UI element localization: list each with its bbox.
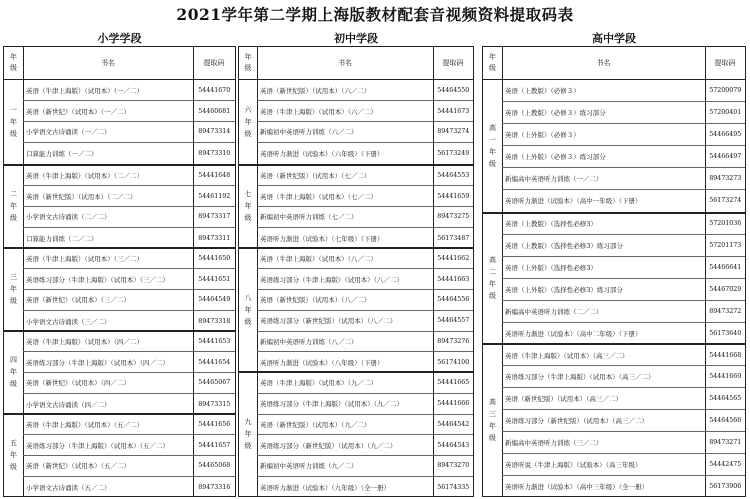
grade-group bbox=[239, 247, 473, 372]
extract-code: 56173487 bbox=[437, 234, 470, 242]
table-row bbox=[257, 435, 473, 456]
book-title: 英语（上教版）（必修３）练习部分 bbox=[505, 109, 606, 118]
grade-label bbox=[239, 249, 257, 372]
table-row bbox=[502, 345, 745, 367]
table-row bbox=[23, 269, 235, 290]
extract-code: 54441670 bbox=[198, 86, 231, 94]
extract-code: 54442475 bbox=[709, 460, 742, 468]
grade-char: 七 bbox=[244, 190, 252, 198]
table-row bbox=[257, 332, 473, 353]
extract-code: 54466495 bbox=[709, 131, 742, 139]
book-title: 新编初中英语听力训练（六／二） bbox=[260, 128, 358, 137]
table-row bbox=[23, 332, 235, 353]
grade-label bbox=[483, 345, 502, 496]
book-title: 英语（上教版）（选择性必修3） bbox=[505, 220, 597, 229]
grade-char: 三 bbox=[10, 273, 17, 281]
header-code: 提取码 bbox=[714, 59, 736, 67]
book-title: 英语（牛津上海版）（试用本）（五／二） bbox=[26, 420, 143, 429]
extract-code: 54441668 bbox=[709, 351, 742, 359]
table-row bbox=[23, 435, 235, 456]
table-row bbox=[502, 301, 745, 323]
book-title: 英语（上外版）（选择性必修3） bbox=[505, 264, 597, 273]
grade-char: 年 bbox=[489, 148, 496, 157]
table-row bbox=[23, 101, 235, 122]
book-title: 英语听力渐进（试验本）（高中三年级）（全一册） bbox=[505, 483, 648, 492]
extract-code: 89473273 bbox=[709, 174, 742, 182]
book-title: 英语（牛津上海版）（试用本）（二／二） bbox=[26, 171, 143, 180]
book-title: 英语练习部分（新世纪版）（试用本）（九／二） bbox=[260, 441, 397, 450]
extract-code: 56173249 bbox=[437, 149, 470, 157]
book-title: 小学语文古诗诵读（二／二） bbox=[26, 213, 111, 222]
book-title: 英语（牛津上海版）（试用本）（七／二） bbox=[260, 192, 377, 201]
grade-char: 高 bbox=[489, 398, 496, 407]
grade-char: 高 bbox=[489, 124, 496, 133]
table-row bbox=[23, 122, 235, 143]
grade-char: 年 bbox=[10, 285, 17, 293]
table-row bbox=[257, 269, 473, 290]
header-grade-top: 年 bbox=[244, 53, 252, 61]
extract-code: 54465068 bbox=[198, 462, 231, 470]
grade-char: 年 bbox=[10, 118, 17, 126]
table-row bbox=[502, 454, 745, 476]
grade-label bbox=[239, 81, 257, 164]
grade-group bbox=[4, 330, 235, 413]
table-row bbox=[257, 290, 473, 311]
table-row bbox=[257, 477, 473, 497]
extract-code: 54441665 bbox=[437, 379, 470, 387]
table-row bbox=[23, 311, 235, 332]
section-title: 初中学段 bbox=[334, 32, 378, 45]
book-title: 英语练习部分（牛津上海版）（试用本）（三／二） bbox=[26, 275, 169, 284]
grade-char: 级 bbox=[10, 297, 17, 305]
table-row bbox=[23, 249, 235, 270]
table-row bbox=[257, 373, 473, 394]
book-title: 英语（牛津上海版）（试用本）（三／二） bbox=[26, 254, 143, 263]
header-grade bbox=[239, 47, 257, 79]
table-row bbox=[502, 214, 745, 236]
book-title: 英语练习部分（牛津上海版）（试用本）（九／二） bbox=[260, 400, 403, 409]
book-title: 英语（上外版）（必修３） bbox=[505, 131, 580, 140]
grade-char: 级 bbox=[489, 292, 496, 301]
grade-char: 级 bbox=[244, 442, 252, 451]
table-row bbox=[502, 476, 745, 497]
header-grade bbox=[483, 47, 502, 79]
book-title: 英语练习部分（牛津上海版）（试用本）（四／二） bbox=[26, 358, 169, 367]
book-title: 英语（牛津上海版）（试用本）（一／二） bbox=[26, 86, 143, 95]
table-row bbox=[23, 290, 235, 311]
extract-code: 56173906 bbox=[709, 483, 742, 491]
extract-code: 89473317 bbox=[198, 213, 231, 221]
grade-char: 八 bbox=[244, 293, 252, 302]
extract-code: 54441651 bbox=[198, 275, 231, 283]
table-row bbox=[23, 81, 235, 102]
extract-code: 54441666 bbox=[437, 400, 470, 408]
book-title: 英语（牛津上海版）（试用本）（九／二） bbox=[260, 379, 377, 388]
extract-code: 54441656 bbox=[198, 420, 231, 428]
grade-label bbox=[239, 166, 257, 247]
header-grade bbox=[4, 47, 23, 79]
book-title: 英语练习部分（新世纪版）（试用本）（八／二） bbox=[260, 317, 397, 326]
grade-char: 高 bbox=[489, 256, 496, 265]
table-row bbox=[257, 415, 473, 436]
table-row bbox=[502, 81, 745, 103]
book-title: 英语（新世纪版）（试用本）（二／二） bbox=[26, 192, 137, 201]
book-title: 英语（新世纪）（试用本）（四／二） bbox=[26, 379, 130, 388]
book-title: 英语（新世纪版）（试用本）（高三／二） bbox=[505, 395, 622, 404]
table-header bbox=[4, 47, 235, 80]
book-title: 新编高中英语听力训练（二／二） bbox=[505, 307, 603, 316]
book-title: 英语（上教版）（必修３） bbox=[505, 87, 580, 96]
grade-char: 年 bbox=[244, 430, 252, 439]
extract-code: 54441663 bbox=[437, 275, 470, 283]
extract-code: 54465067 bbox=[198, 379, 231, 387]
book-title: 新编高中英语听力训练（一／二） bbox=[505, 174, 603, 183]
extract-code: 57201036 bbox=[709, 220, 742, 228]
grade-char: 级 bbox=[489, 434, 496, 443]
book-title: 口算能力训练（二／二） bbox=[26, 234, 98, 243]
grade-label bbox=[4, 332, 23, 413]
grade-char: 级 bbox=[244, 214, 252, 222]
grade-char: 级 bbox=[10, 463, 17, 471]
table-row bbox=[257, 352, 473, 373]
table-row bbox=[257, 394, 473, 415]
grade-label bbox=[4, 166, 23, 247]
table-row bbox=[502, 190, 745, 212]
extract-code: 89473272 bbox=[709, 307, 742, 315]
book-title: 英语（新世纪）（试用本）（一／二） bbox=[26, 107, 130, 116]
book-title: 英语（新世纪）（试用本）（五／二） bbox=[26, 462, 130, 471]
grade-char: 年 bbox=[244, 305, 252, 314]
book-title: 英语（牛津上海版）（试用本）（四／二） bbox=[26, 337, 143, 346]
extract-code: 54460681 bbox=[198, 107, 231, 115]
table-row bbox=[257, 143, 473, 164]
book-title: 小学语文古诗诵读（一／二） bbox=[26, 128, 111, 137]
section-title: 高中学段 bbox=[592, 32, 636, 45]
table-row bbox=[257, 249, 473, 270]
table-row bbox=[23, 186, 235, 207]
book-title: 口算能力训练（一／二） bbox=[26, 149, 98, 158]
table-row bbox=[502, 235, 745, 257]
book-title: 英语练习部分（牛津上海版）（试用本）（八／二） bbox=[260, 275, 403, 284]
book-title: 小学语文古诗诵读（四／二） bbox=[26, 400, 111, 409]
grade-char: 六 bbox=[244, 106, 252, 114]
extract-code: 54441648 bbox=[198, 171, 231, 179]
extract-code: 54461192 bbox=[198, 192, 231, 200]
page-title: 2021学年第二学期上海版教材配套音视频资料提取码表 bbox=[176, 5, 574, 24]
extract-code: 57200401 bbox=[709, 109, 742, 117]
book-title: 英语（新世纪版）（试用本）（九／二） bbox=[260, 420, 371, 429]
header-book: 书名 bbox=[338, 59, 352, 67]
grade-char: 级 bbox=[244, 130, 252, 138]
section-title: 小学学段 bbox=[97, 32, 142, 45]
grade-char: 年 bbox=[244, 118, 252, 126]
table-row bbox=[257, 101, 473, 122]
table-row bbox=[502, 257, 745, 279]
extract-code: 54441669 bbox=[709, 373, 742, 381]
table-row bbox=[257, 122, 473, 143]
book-title: 英语（新世纪版）（试用本）（六／二） bbox=[260, 86, 371, 95]
header-grade-bottom: 级 bbox=[244, 64, 252, 72]
book-title: 小学语文古诗诵读（三／二） bbox=[26, 317, 111, 326]
section-table bbox=[3, 46, 236, 497]
book-title: 英语听力渐进（试验本）（八年级）（下册） bbox=[260, 359, 384, 368]
grade-group bbox=[239, 371, 473, 496]
header-grade-bottom: 级 bbox=[10, 64, 17, 72]
book-title: 英语听力渐进（试验本）（高中一年级）（下册） bbox=[505, 197, 642, 206]
extract-code: 56173274 bbox=[709, 197, 742, 205]
extract-code: 89473274 bbox=[437, 128, 470, 136]
extract-code: 89473314 bbox=[198, 128, 231, 136]
table-row bbox=[257, 166, 473, 187]
grade-label bbox=[483, 214, 502, 343]
extract-code: 89473275 bbox=[437, 213, 470, 221]
book-title: 英语练习部分（牛津上海版）（试用本）（五／二） bbox=[26, 441, 169, 450]
extract-code: 54464543 bbox=[437, 441, 470, 449]
grade-char: 级 bbox=[244, 317, 252, 326]
section-table bbox=[482, 46, 746, 497]
book-title: 英语练习部分（新世纪版）（试用本）（高三／二） bbox=[505, 417, 648, 426]
grade-label bbox=[4, 81, 23, 164]
extract-code: 57200079 bbox=[709, 87, 742, 95]
book-title: 英语听力渐进（试验本）（九年级）（全一册） bbox=[260, 483, 390, 492]
grade-char: 年 bbox=[10, 368, 17, 376]
book-title: 英语（牛津上海版）（试用本）（六／二） bbox=[260, 107, 377, 116]
header-book: 书名 bbox=[596, 59, 611, 67]
extract-code: 89473310 bbox=[198, 149, 231, 157]
book-title: 英语练习部分（牛津上海版）（试用本）（高三／二） bbox=[505, 373, 655, 382]
grade-group bbox=[483, 212, 745, 343]
extract-code: 54464556 bbox=[437, 296, 470, 304]
table-row bbox=[23, 352, 235, 373]
book-title: 英语（牛津上海版）（试用本）（八／二） bbox=[260, 254, 377, 263]
book-title: 英语（上外版）（必修３）练习部分 bbox=[505, 152, 606, 161]
book-title: 新编初中英语听力训练（七／二） bbox=[260, 213, 358, 222]
extract-code: 89473276 bbox=[437, 337, 470, 345]
book-title: 新编初中英语听力训练（八／二） bbox=[260, 337, 358, 346]
grade-char: 三 bbox=[489, 410, 496, 419]
extract-code: 54464549 bbox=[198, 296, 231, 304]
grade-label bbox=[4, 415, 23, 496]
header-grade-top: 年 bbox=[489, 53, 496, 61]
header-grade-top: 年 bbox=[10, 53, 17, 61]
grade-group bbox=[483, 343, 745, 496]
table-row bbox=[502, 388, 745, 410]
table-row bbox=[23, 143, 235, 164]
grade-char: 级 bbox=[10, 380, 17, 388]
table-row bbox=[502, 410, 745, 432]
extract-code: 89473316 bbox=[198, 483, 231, 491]
header-code: 提取码 bbox=[442, 59, 464, 67]
book-title: 英语听说（牛津上海版）（试验本）（高三年级） bbox=[505, 460, 642, 469]
table-row bbox=[502, 366, 745, 388]
table-row bbox=[23, 228, 235, 249]
book-title: 英语（新世纪版）（试用本）（八／二） bbox=[260, 296, 371, 305]
header-code: 提取码 bbox=[203, 59, 225, 67]
table-row bbox=[257, 81, 473, 102]
table-row bbox=[502, 323, 745, 345]
table-row bbox=[502, 432, 745, 454]
table-row bbox=[23, 394, 235, 415]
grade-group bbox=[239, 164, 473, 247]
extract-code: 54467029 bbox=[709, 285, 742, 293]
book-title: 新编初中英语听力训练（九／二） bbox=[260, 462, 358, 471]
extract-code: 89473271 bbox=[709, 438, 742, 446]
table-row bbox=[257, 228, 473, 249]
grade-char: 一 bbox=[489, 136, 496, 145]
extract-code: 54441673 bbox=[437, 107, 470, 115]
book-title: 新编高中英语听力训练（三／二） bbox=[505, 438, 603, 447]
grade-label bbox=[483, 81, 502, 212]
grade-char: 级 bbox=[10, 214, 17, 222]
table-row bbox=[23, 415, 235, 436]
table-row bbox=[502, 279, 745, 301]
grade-char: 级 bbox=[489, 160, 496, 169]
table-header bbox=[239, 47, 473, 80]
grade-char: 二 bbox=[10, 190, 17, 198]
table-row bbox=[502, 124, 745, 146]
header-grade-bottom: 级 bbox=[489, 64, 496, 72]
book-title: 英语（新世纪）（试用本）（三／二） bbox=[26, 296, 130, 305]
grade-char: 年 bbox=[244, 202, 252, 210]
table-row bbox=[23, 373, 235, 394]
extract-code: 54466497 bbox=[709, 152, 742, 160]
extract-code: 57201173 bbox=[709, 242, 742, 250]
extract-code: 54441653 bbox=[198, 337, 231, 345]
grade-group bbox=[483, 81, 745, 212]
grade-label bbox=[239, 373, 257, 496]
book-title: 英语听力渐进（试验本）（高中二年级）（下册） bbox=[505, 330, 642, 339]
book-title: 英语（上教版）（选择性必修3）练习部分 bbox=[505, 242, 623, 251]
grade-group bbox=[4, 81, 235, 164]
extract-code: 54464542 bbox=[437, 420, 470, 428]
extract-code: 54441654 bbox=[198, 358, 231, 366]
book-title: 英语听力渐进（试验本）（七年级）（下册） bbox=[260, 234, 384, 243]
extract-code: 54464550 bbox=[437, 86, 470, 94]
grade-char: 年 bbox=[489, 280, 496, 289]
grade-char: 级 bbox=[10, 130, 17, 138]
table-row bbox=[23, 207, 235, 228]
extract-code: 89473315 bbox=[198, 400, 231, 408]
book-title: 英语（上外版）（选择性必修3）练习部分 bbox=[505, 285, 623, 294]
table-row bbox=[23, 166, 235, 187]
table-row bbox=[502, 146, 745, 168]
book-title: 英语（新世纪版）（试用本）（七／二） bbox=[260, 171, 371, 180]
extract-code: 54441657 bbox=[198, 441, 231, 449]
extract-code: 89473311 bbox=[198, 234, 231, 242]
book-title: 英语（牛津上海版）（试用本）（高三／二） bbox=[505, 351, 629, 360]
grade-char: 年 bbox=[10, 451, 17, 459]
book-title: 英语听力渐进（试验本）（六年级）（下册） bbox=[260, 149, 384, 158]
grade-char: 五 bbox=[10, 439, 17, 447]
extract-code: 54441662 bbox=[437, 254, 470, 262]
table-row bbox=[23, 456, 235, 477]
extract-code: 56174335 bbox=[437, 483, 470, 491]
grade-char: 一 bbox=[10, 106, 17, 114]
extract-code: 54464565 bbox=[709, 395, 742, 403]
section-table bbox=[238, 46, 474, 497]
extract-code: 56174100 bbox=[437, 359, 470, 367]
grade-char: 九 bbox=[244, 418, 252, 427]
grade-char: 年 bbox=[489, 422, 496, 431]
grade-char: 二 bbox=[489, 268, 496, 277]
book-title: 小学语文古诗诵读（五／二） bbox=[26, 483, 111, 492]
table-row bbox=[23, 477, 235, 497]
grade-label bbox=[4, 249, 23, 330]
extract-code: 54441650 bbox=[198, 254, 231, 262]
extract-code: 54464566 bbox=[709, 417, 742, 425]
table-row bbox=[257, 456, 473, 477]
extract-code: 54464553 bbox=[437, 171, 470, 179]
header-book: 书名 bbox=[101, 59, 115, 67]
table-row bbox=[257, 311, 473, 332]
extract-code: 54441659 bbox=[437, 192, 470, 200]
table-row bbox=[502, 168, 745, 190]
extract-code: 54466641 bbox=[709, 264, 742, 272]
grade-group bbox=[4, 413, 235, 496]
extract-code: 89473270 bbox=[437, 462, 470, 470]
grade-group bbox=[4, 247, 235, 330]
grade-char: 四 bbox=[10, 356, 17, 364]
grade-group bbox=[4, 164, 235, 247]
table-row bbox=[257, 186, 473, 207]
extract-code: 89473318 bbox=[198, 317, 231, 325]
grade-group bbox=[239, 81, 473, 164]
table-row bbox=[257, 207, 473, 228]
extract-code: 56173640 bbox=[709, 330, 742, 338]
table-row bbox=[502, 102, 745, 124]
grade-char: 年 bbox=[10, 202, 17, 210]
extract-code: 54464557 bbox=[437, 317, 470, 325]
